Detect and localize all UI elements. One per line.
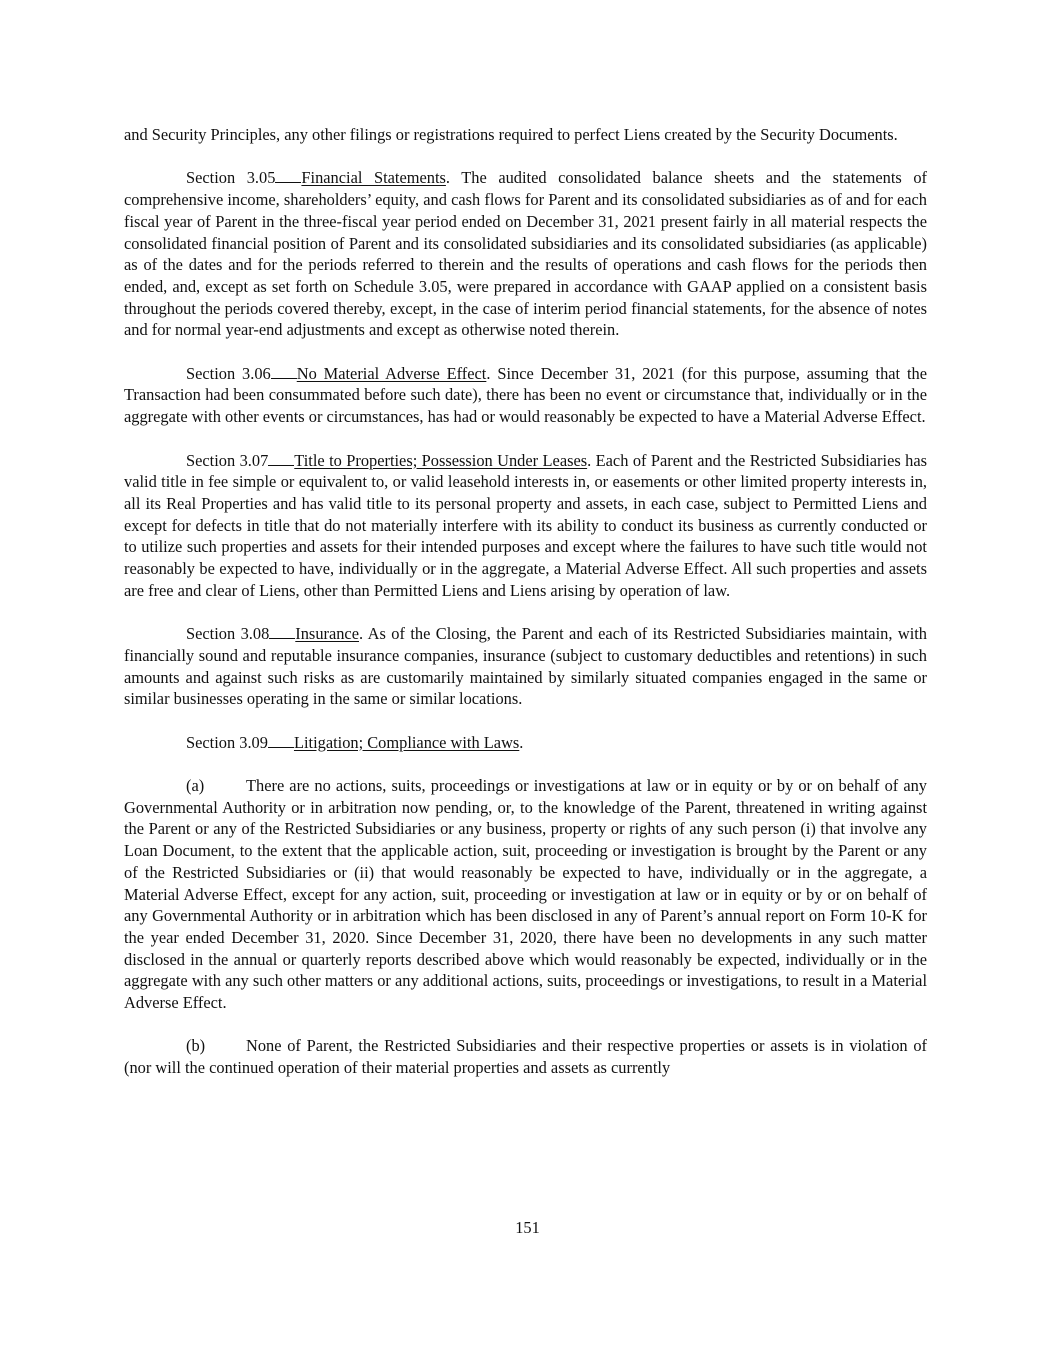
section-3-05-paragraph <box>124 167 927 341</box>
page-number: 151 <box>515 1218 540 1237</box>
heading-underline-gap <box>268 451 294 466</box>
section-number: Section 3.09 <box>186 732 268 752</box>
section-3-09-item-a <box>124 775 927 1014</box>
section-body: . <box>519 732 524 752</box>
section-body: . Since December 31, 2021 (for this purpose, assuming that the Transaction had been consummated before such date), there has been no event or circumstance that, individually or in the aggregate with other events or circumstances, has had or would reasonably be expected to have a Material Adverse Effect. <box>124 363 927 427</box>
item-label: (b) <box>186 1036 206 1056</box>
section-title: Litigation; Compliance with Laws <box>293 732 520 752</box>
section-3-09-heading <box>124 732 927 754</box>
heading-underline-gap <box>271 364 297 379</box>
section-3-06-paragraph <box>124 363 927 428</box>
section-title: Insurance <box>295 624 359 644</box>
section-3-09-item-b <box>124 1035 927 1078</box>
item-label: (a) <box>186 776 205 795</box>
document-page <box>124 124 927 1079</box>
section-number: Section 3.06 <box>186 363 271 383</box>
section-3-08-paragraph <box>124 623 927 710</box>
section-body: . The audited consolidated balance sheets and the statements of comprehensive income, shareholders’ equity, and cash flows for Parent and its consolidated subsidiaries as of and for each fiscal year of Parent in the three-fiscal year period ended on December 31, 2021 present fairly in all material respects the consolidated financial position of Parent and its consolidated subsidiaries and its consolidated subsidiaries (as applicable) as of the dates and for the periods referred to therein and the results of operations and cash flows for the periods then ended, and, except as set forth on Schedule 3.05, were prepared in accordance with GAAP applied on a consistent basis throughout the periods covered thereby, except, in the case of interim period financial statements, for the absence of notes and for normal year-end adjustments and except as otherwise noted therein. <box>124 168 927 340</box>
section-number: Section 3.05 <box>186 168 276 188</box>
intro-paragraph: and Security Principles, any other filings or registrations required to perfect Liens created by the Security Documents. <box>124 125 898 144</box>
item-text: None of Parent, the Restricted Subsidiaries and their respective properties or assets is in violation of (nor will the continued operation of their material properties and assets as currently <box>124 1036 927 1078</box>
section-number: Section 3.07 <box>186 450 269 470</box>
heading-underline-gap <box>268 733 294 748</box>
section-number: Section 3.08 <box>186 624 270 644</box>
section-title: No Material Adverse Effect <box>296 363 487 383</box>
section-body: . Each of Parent and the Restricted Subsidiaries has valid title in fee simple or equivalent to, or valid leasehold interests in, or easements or other limited property interests in, all its Real Properties and has valid title to its personal property and assets, in each case, subject to Permitted Liens and except for defects in title that do not materially interfere with its ability to conduct its business as currently conducted or to utilize such properties and assets for their intended purposes and except where the failures to have such title would not reasonably be expected to have, individually or in the aggregate, a Material Adverse Effect. All such properties and assets are free and clear of Liens, other than Permitted Liens and Liens arising by operation of law. <box>124 450 927 600</box>
section-3-07-paragraph <box>124 450 927 602</box>
heading-underline-gap <box>269 624 295 639</box>
section-title: Title to Properties; Possession Under Leases <box>294 450 588 470</box>
item-text: There are no actions, suits, proceedings or investigations at law or in equity or by or on behalf of any Governmental Authority or in arbitration now pending, or, to the knowledge of the Parent, threatened in writing against the Parent or any of the Restricted Subsidiaries or any business, property or rights of any such person (i) that involve any Loan Document, to the extent that the applicable action, suit, proceeding or investigation is brought by the Parent or any of the Restricted Subsidiaries or (ii) that would reasonably be expected to have, individually or in the aggregate, a Material Adverse Effect, except for any action, suit, proceeding or investigation at law or in equity or by or on behalf of any Governmental Authority or in arbitration which has been disclosed in any of Parent’s annual report on Form 10-K for the year ended December 31, 2020. Since December 31, 2020, there have been no developments in any such matter disclosed in the annual or quarterly reports described above which would reasonably be expected, individually or in the aggregate with any such other matters or any additional actions, suits, proceedings or investigations, to result in a Material Adverse Effect. <box>124 776 927 1013</box>
section-body: . As of the Closing, the Parent and each of its Restricted Subsidiaries maintain, with financially sound and reputable insurance companies, insurance (subject to customary deductibles and retentions) in such amounts and against such risks as are customarily maintained by similarly situated companies engaged in the same or similar businesses operating in the same or similar locations. <box>124 624 927 709</box>
section-title: Financial Statements <box>301 168 446 188</box>
heading-underline-gap <box>275 168 301 183</box>
